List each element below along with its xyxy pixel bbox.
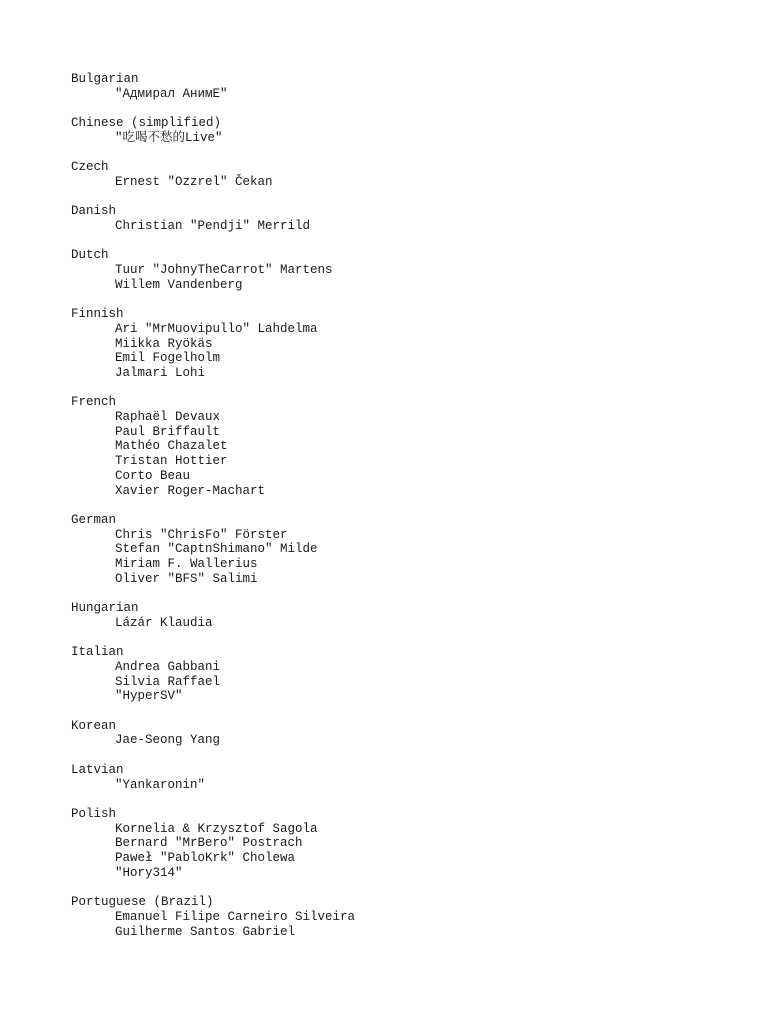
translator-name: Miriam F. Wallerius <box>115 557 258 572</box>
translator-name: Bernard "MrBero" Postrach <box>115 836 303 851</box>
language-section <box>71 719 355 748</box>
translator-name: Xavier Roger-Machart <box>115 483 266 498</box>
language-section <box>71 807 355 881</box>
translator-name: Oliver "BFS" Salimi <box>115 571 258 586</box>
translator-credits-list <box>71 72 355 954</box>
language-name: Polish <box>71 806 117 821</box>
translator-name: "HyperSV" <box>115 689 183 704</box>
language-section <box>71 160 355 189</box>
language-name: Hungarian <box>71 601 139 616</box>
translator-name: Guilherme Santos Gabriel <box>115 924 296 939</box>
translator-name: Andrea Gabbani <box>115 659 221 674</box>
translator-name: Lázár Klaudia <box>115 615 213 630</box>
translator-name: Miikka Ryökäs <box>115 336 213 351</box>
language-section <box>71 307 355 381</box>
language-section <box>71 645 355 704</box>
language-name: Portuguese (Brazil) <box>71 895 214 910</box>
language-name: German <box>71 512 117 527</box>
translator-name: Jalmari Lohi <box>115 365 206 380</box>
language-section <box>71 395 355 498</box>
translator-name: Willem Vandenberg <box>115 277 243 292</box>
language-section <box>71 763 355 792</box>
translator-name: Jae-Seong Yang <box>115 733 221 748</box>
language-section <box>71 116 355 145</box>
translator-name: "Yankaronin" <box>115 777 206 792</box>
translator-name: Tuur "JohnyTheCarrot" Martens <box>115 263 333 278</box>
translator-name: Silvia Raffael <box>115 674 221 689</box>
translator-name: "Hory314" <box>115 865 183 880</box>
language-name: Latvian <box>71 762 124 777</box>
translator-name: "吃喝不愁的Live" <box>115 130 223 145</box>
translator-name: Mathéo Chazalet <box>115 439 228 454</box>
language-name: Chinese (simplified) <box>71 116 222 131</box>
language-name: French <box>71 395 117 410</box>
language-section <box>71 72 355 101</box>
translator-name: Ari "MrMuovipullo" Lahdelma <box>115 321 318 336</box>
language-name: Bulgarian <box>71 72 139 86</box>
language-name: Korean <box>71 718 117 733</box>
language-name: Finnish <box>71 307 124 322</box>
translator-name: Emil Fogelholm <box>115 351 221 366</box>
translator-name: Paul Briffault <box>115 424 221 439</box>
translator-name: Paweł "PabloKrk" Cholewa <box>115 851 296 866</box>
translator-name: Raphaël Devaux <box>115 410 221 425</box>
translator-name: Chris "ChrisFo" Förster <box>115 527 288 542</box>
translator-name: "Адмирал АнимЕ" <box>115 86 228 101</box>
translator-name: Ernest "Ozzrel" Čekan <box>115 174 273 189</box>
translator-name: Emanuel Filipe Carneiro Silveira <box>115 909 356 924</box>
language-name: Czech <box>71 160 109 175</box>
language-section <box>71 895 355 939</box>
language-section <box>71 601 355 630</box>
language-section <box>71 248 355 292</box>
language-name: Danish <box>71 204 117 219</box>
language-name: Italian <box>71 645 124 660</box>
translator-name: Kornelia & Krzysztof Sagola <box>115 821 318 836</box>
language-name: Dutch <box>71 248 109 263</box>
translator-name: Christian "Pendji" Merrild <box>115 218 311 233</box>
translator-name: Stefan "CaptnShimano" Milde <box>115 542 318 557</box>
translator-name: Tristan Hottier <box>115 454 228 469</box>
language-section <box>71 204 355 233</box>
translator-name: Corto Beau <box>115 468 191 483</box>
language-section <box>71 513 355 587</box>
